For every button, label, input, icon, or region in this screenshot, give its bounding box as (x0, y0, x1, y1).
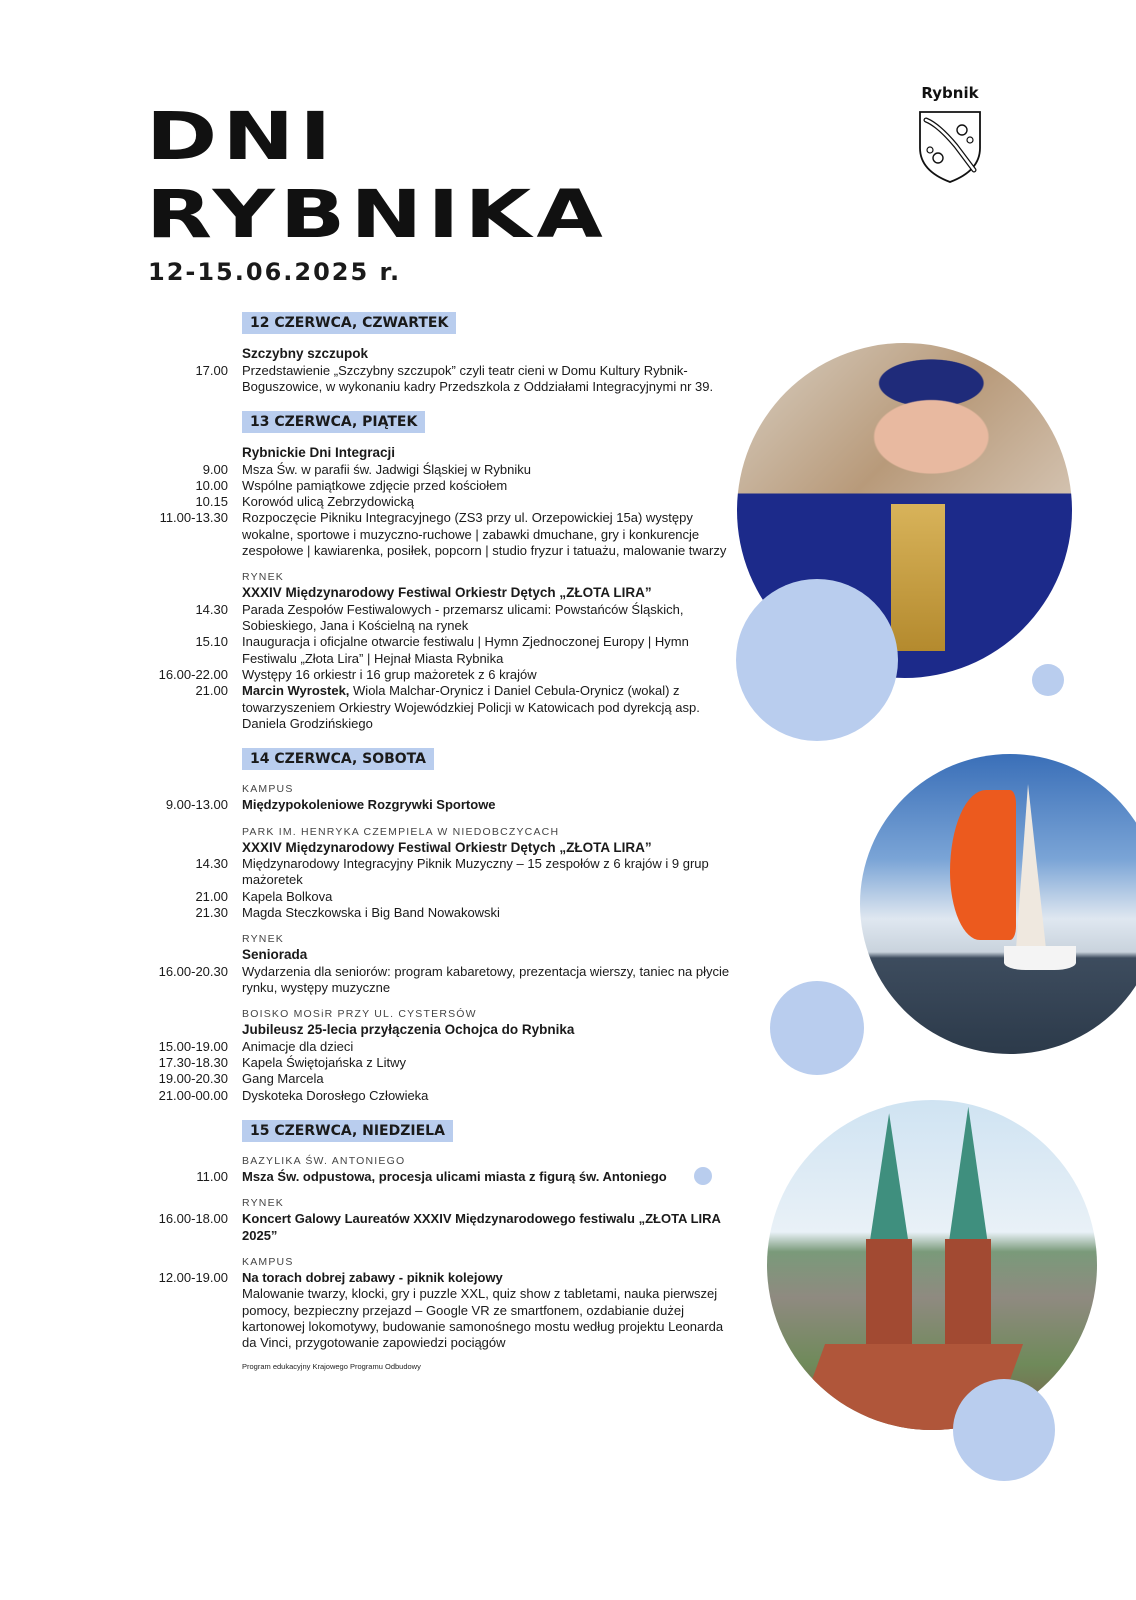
city-logo (915, 84, 985, 189)
event-text: Wiola Malchar-Orynicz i Daniel Cebula-Orynicz (wokal) z towarzyszeniem Orkiestry Wojewódzkiej Policji w Katowicach pod dyrekcją asp. Daniela Grodzińskiego (242, 683, 700, 731)
schedule-row (130, 905, 730, 921)
event-description (242, 964, 730, 997)
event-time: 12.00-19.00 (158, 1269, 228, 1285)
event-highlight: Msza Św. odpustowa, procesja ulicami miasta z figurą św. Antoniego (242, 1169, 667, 1185)
day-header: 14 CZERWCA, SOBOTA (242, 748, 434, 770)
event-group (130, 1007, 730, 1104)
event-description (242, 1055, 730, 1071)
event-group (130, 825, 730, 922)
event-description (242, 478, 730, 494)
event-time: 21.00 (195, 683, 228, 699)
event-highlight: Marcin Wyrostek, (242, 683, 350, 699)
event-location: RYNEK (242, 933, 284, 946)
title-line-1: DNI (146, 98, 337, 175)
event-highlight: Koncert Galowy Laureatów XXXIV Międzynarodowego festiwalu „ZŁOTA LIRA 2025” (242, 1211, 721, 1243)
event-time: 21.30 (195, 904, 228, 920)
event-text: Msza Św. w parafii św. Jadwigi Śląskiej w Rybniku (242, 461, 531, 477)
footnote: Program edukacyjny Krajowego Programu Odbudowy (242, 1362, 421, 1372)
event-dates: 12-15.06.2025 r. (148, 258, 402, 286)
event-highlight: Międzypokoleniowe Rozgrywki Sportowe (242, 797, 496, 813)
schedule-row (130, 1169, 730, 1185)
event-group (130, 346, 730, 395)
event-time: 17.30-18.30 (158, 1055, 228, 1071)
event-text: Dyskoteka Dorosłego Człowieka (242, 1087, 429, 1103)
decorative-circle (736, 579, 898, 741)
schedule-row (130, 1211, 730, 1244)
event-description (242, 494, 730, 510)
event-time: 11.00-13.30 (159, 510, 228, 526)
event-text: Parada Zespołów Festiwalowych - przemarsz ulicami: Powstańców Śląskich, Sobieskiego, Jana i Kościelną na rynek (242, 601, 684, 634)
coat-of-arms-icon (916, 108, 984, 184)
day-section (130, 411, 730, 732)
decorative-circle (770, 981, 864, 1075)
event-time: 10.00 (195, 477, 228, 493)
event-location: BOISKO MOSiR PRZY UL. CYSTERSÓW (242, 1008, 477, 1021)
event-text: Wydarzenia dla seniorów: program kabaretowy, prezentacja wierszy, taniec na płycie rynku, występy muzyczne (242, 963, 730, 996)
schedule-row (130, 1071, 730, 1087)
event-description (242, 1211, 730, 1244)
event-text: Kapela Bolkova (242, 888, 333, 904)
day-header: 15 CZERWCA, NIEDZIELA (242, 1120, 453, 1142)
event-description (242, 683, 730, 732)
city-name: Rybnik (921, 84, 979, 102)
schedule-row (130, 634, 730, 667)
event-group (130, 445, 730, 559)
event-time: 14.30 (195, 601, 228, 617)
event-time: 14.30 (195, 856, 228, 872)
event-description (242, 510, 730, 559)
event-text: Wspólne pamiątkowe zdjęcie przed kościołem (242, 477, 508, 493)
event-time: 10.15 (195, 494, 228, 510)
event-description (242, 889, 730, 905)
event-description (242, 634, 730, 667)
schedule-row (130, 462, 730, 478)
event-time: 11.00 (196, 1169, 228, 1185)
event-title: Seniorada (242, 947, 308, 963)
event-location: KAMPUS (242, 1255, 294, 1268)
event-text: Animacje dla dzieci (242, 1038, 354, 1054)
day-section (130, 312, 730, 395)
event-text: Międzynarodowy Integracyjny Piknik Muzyczny – 15 zespołów z 6 krajów i 9 grup mażoretek (242, 856, 709, 888)
event-time: 15.10 (195, 634, 228, 650)
basilica-photo (767, 1100, 1097, 1430)
event-time: 16.00-18.00 (158, 1211, 228, 1227)
schedule-row (130, 797, 730, 813)
event-description (242, 1039, 730, 1055)
schedule-row (130, 856, 730, 889)
schedule-row (130, 683, 730, 732)
event-text: Korowód ulicą Zebrzydowicką (242, 494, 414, 510)
event-group (130, 782, 730, 813)
schedule-row (130, 1088, 730, 1104)
event-title: Rybnickie Dni Integracji (242, 445, 396, 461)
event-time: 16.00-20.30 (158, 963, 228, 979)
event-description (242, 905, 730, 921)
event-time: 16.00-22.00 (158, 667, 228, 683)
event-group (130, 1154, 730, 1185)
day-section (130, 1120, 730, 1372)
day-header: 12 CZERWCA, CZWARTEK (242, 312, 456, 334)
event-text: Magda Steczkowska i Big Band Nowakowski (242, 904, 500, 920)
event-description (242, 797, 730, 813)
event-time: 21.00-00.00 (158, 1087, 228, 1103)
schedule-row (130, 1055, 730, 1071)
schedule-row (130, 667, 730, 683)
event-group (130, 570, 730, 732)
event-time: 15.00-19.00 (158, 1038, 228, 1054)
sailboat-photo (860, 754, 1136, 1054)
schedule-row (130, 1270, 730, 1351)
schedule-row (130, 510, 730, 559)
event-time: 21.00 (195, 888, 228, 904)
schedule-row (130, 889, 730, 905)
event-text: Gang Marcela (242, 1071, 324, 1087)
event-title: XXXIV Międzynarodowy Festiwal Orkiestr Dętych „ZŁOTA LIRA” (242, 585, 652, 601)
event-text: Przedstawienie „Szczybny szczupok” czyli teatr cieni w Domu Kultury Rybnik-Boguszowice, w wykonaniu kadry Przedszkola z Oddziałami Integracyjnymi nr 39. (242, 362, 714, 394)
event-title: XXXIV Międzynarodowy Festiwal Orkiestr Dętych „ZŁOTA LIRA” (242, 839, 652, 855)
decorative-dot (694, 1167, 712, 1185)
schedule-row (130, 964, 730, 997)
event-group (130, 932, 730, 996)
event-description (242, 1088, 730, 1104)
event-text: Inauguracja i oficjalne otwarcie festiwalu | Hymn Zjednoczonej Europy | Hymn Festiwalu „Złota Lira” | Hejnał Miasta Rybnika (242, 634, 689, 666)
decorative-dot (1032, 664, 1064, 696)
day-header: 13 CZERWCA, PIĄTEK (242, 411, 425, 433)
event-highlight: Na torach dobrej zabawy - piknik kolejowy (242, 1269, 503, 1285)
event-description (242, 363, 730, 396)
event-description (242, 856, 730, 889)
event-location: RYNEK (242, 571, 284, 584)
title-line-2: RYBNIKA (146, 176, 608, 253)
decorative-circle (953, 1379, 1055, 1481)
event-location: RYNEK (242, 1197, 284, 1210)
event-time: 19.00-20.30 (158, 1071, 228, 1087)
event-description (242, 1270, 730, 1351)
event-program (130, 312, 730, 1388)
schedule-row (130, 494, 730, 510)
event-location: PARK IM. HENRYKA CZEMPIELA W NIEDOBCZYCACH (242, 825, 560, 838)
event-location: KAMPUS (242, 783, 294, 796)
schedule-row (130, 363, 730, 396)
event-title: Szczybny szczupok (242, 346, 369, 361)
event-time: 9.00-13.00 (165, 797, 228, 813)
event-time: 17.00 (195, 362, 228, 378)
event-description (242, 462, 730, 478)
event-description (242, 602, 730, 635)
event-text: Występy 16 orkiestr i 16 grup mażoretek z 6 krajów (242, 667, 537, 683)
schedule-row (130, 1039, 730, 1055)
schedule-row (130, 602, 730, 635)
event-time: 9.00 (202, 461, 228, 477)
event-group (130, 1255, 730, 1351)
event-description (242, 1169, 730, 1185)
event-details: Malowanie twarzy, klocki, gry i puzzle XXL, quiz show z tabletami, nauka pierwszej pomocy, bezpieczny przejazd – Google VR ze smartfonem, ozdabianie dużej kartonowej lokomotywy, budowanie samonośnego mostu według projektu Leonarda da Vinci, przygotowanie zapowiedzi pociągów (242, 1286, 724, 1351)
day-section (130, 748, 730, 1104)
event-text: Rozpoczęcie Pikniku Integracyjnego (ZS3 przy ul. Orzepowickiej 15a) występy wokalne, sportowe i muzyczno-ruchowe | zabawki dmuchane, gry i konkurencje zespołowe | kawiarenka, posiłek, popcorn | studio fryzur i tatuażu, malowanie twarzy (242, 510, 727, 559)
event-description (242, 667, 730, 683)
schedule-row (130, 478, 730, 494)
event-title: Jubileusz 25-lecia przyłączenia Ochojca do Rybnika (242, 1022, 575, 1038)
event-location: BAZYLIKA ŚW. ANTONIEGO (242, 1155, 406, 1168)
event-text: Kapela Świętojańska z Litwy (242, 1055, 407, 1071)
event-group (130, 1196, 730, 1244)
event-description (242, 1071, 730, 1087)
